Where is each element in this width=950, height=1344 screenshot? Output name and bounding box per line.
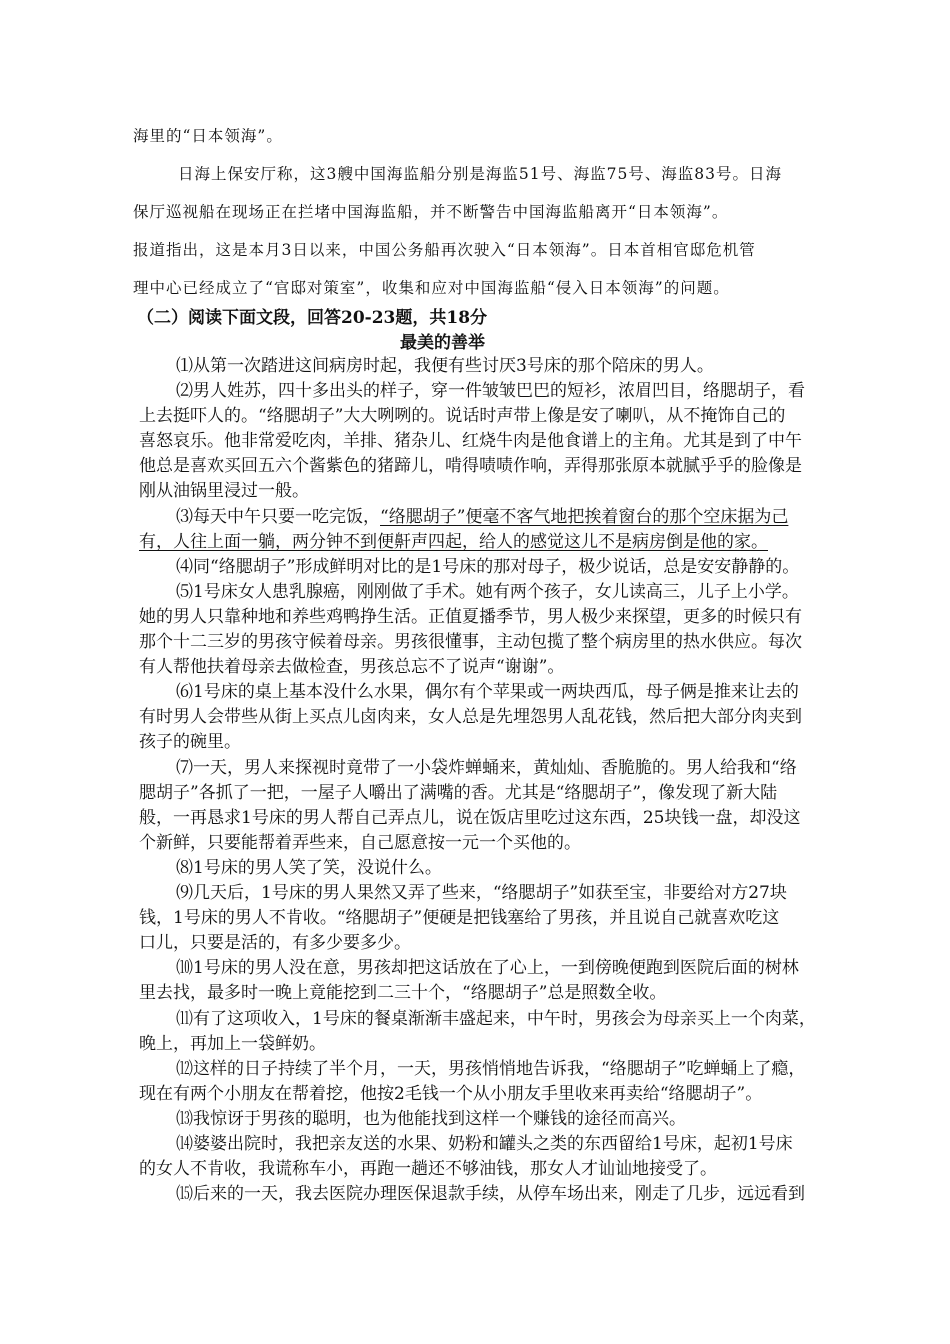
paragraph-10-line: 里去找，最多时一晚上竟能挖到二三十个，“络腮胡子”总是照数全收。: [139, 983, 667, 1003]
paragraph-11: ⑾有了这项收入，1号床的餐桌渐渐丰盛起来，中午时，男孩会为母亲买上一个肉菜，: [176, 1009, 816, 1029]
paragraph-15: ⒂后来的一天，我去医院办理医保退款手续，从停车场出来，刚走了几步，远远看到: [176, 1184, 805, 1204]
underlined-sentence: “络腮胡子”便毫不客气地把挨着窗台的那个空床据为己: [380, 507, 789, 527]
paragraph-10: ⑽1号床的男人没在意，男孩却把这话放在了心上，一到傍晚便跑到医院后面的树林: [176, 958, 799, 978]
paragraph-12: ⑿这样的日子持续了半个月，一天，男孩悄悄地告诉我，“络腮胡子”吃蝉蛹上了瘾，: [176, 1059, 806, 1079]
paragraph-5-line: 那个十二三岁的男孩守候着母亲。男孩很懂事，主动包揽了整个病房里的热水供应。每次: [139, 632, 802, 652]
paragraph-2-line: 上去挺吓人的。“络腮胡子”大大咧咧的。说话时声带上像是安了喇叭，从不掩饰自己的: [139, 406, 786, 426]
news-line: 报道指出，这是本月3日以来，中国公务船再次驶入“日本领海”。日本首相官邸危机管: [133, 241, 756, 259]
paragraph-5-line: 有人帮他扶着母亲去做检查，男孩总忘不了说声“谢谢”。: [139, 657, 565, 677]
news-line: 海里的“日本领海”。: [133, 127, 283, 145]
paragraph-6-line: 孩子的碗里。: [139, 732, 241, 752]
paragraph-9: ⑼几天后，1号床的男人果然又弄了些来，“络腮胡子”如获至宝，非要给对方27块: [176, 883, 787, 903]
paragraph-2-line: 喜怒哀乐。他非常爱吃肉，羊排、猪杂儿、红烧牛肉是他食谱上的主角。尤其是到了中午: [139, 431, 802, 451]
paragraph-2-line: 刚从油锅里浸过一般。: [139, 481, 309, 501]
paragraph-2: ⑵男人姓苏，四十多出头的样子，穿一件皱皱巴巴的短衫，浓眉凹目，络腮胡子，看: [176, 381, 805, 401]
paragraph-9-line: 口儿，只要是活的，有多少要多少。: [139, 933, 411, 953]
paragraph-7-line: 腮胡子”各抓了一把，一屋子人嚼出了满嘴的香。尤其是“络腮胡子”，像发现了新大陆: [139, 783, 778, 803]
paragraph-13: ⒀我惊讶于男孩的聪明，也为他能找到这样一个赚钱的途径而高兴。: [176, 1109, 686, 1129]
paragraph-9-line: 钱，1号床的男人不肯收。“络腮胡子”便硬是把钱塞给了男孩，并且说自己就喜欢吃这: [139, 908, 780, 928]
paragraph-14: ⒁婆婆出院时，我把亲友送的水果、奶粉和罐头之类的东西留给1号床，起初1号床: [176, 1134, 793, 1154]
essay-title: 最美的善举: [400, 333, 485, 353]
paragraph-7-line: 般，一再恳求1号床的男人帮自己弄点儿，说在饭店里吃过这东西，25块钱一盘，却没这: [139, 808, 801, 828]
paragraph-7-line: 个新鲜，只要能帮着弄些来，自己愿意按一元一个买他的。: [139, 833, 581, 853]
paragraph-8: ⑻1号床的男人笑了笑，没说什么。: [176, 858, 442, 878]
news-line: 保厅巡视船在现场正在拦堵中国海监船，并不断警告中国海监船离开“日本领海”。: [133, 203, 729, 221]
paragraph-6-line: 有时男人会带些从街上买点儿卤肉来，女人总是先埋怨男人乱花钱，然后把大部分肉夹到: [139, 707, 802, 727]
section-heading: （二）阅读下面文段，回答20-23题，共18分: [137, 308, 488, 328]
news-line: 日海上保安厅称，这3艘中国海监船分别是海监51号、海监75号、海监83号。日海: [178, 165, 783, 183]
paragraph-3: [176, 505, 788, 529]
news-line: 理中心已经成立了“官邸对策室”，收集和应对中国海监船“侵入日本领海”的问题。: [133, 279, 730, 297]
paragraph-7: ⑺一天，男人来探视时竟带了一小袋炸蝉蛹来，黄灿灿、香脆脆的。男人给我和“络: [176, 758, 797, 778]
paragraph-12-line: 现在有两个小朋友在帮着挖，他按2毛钱一个从小朋友手里收来再卖给“络腮胡子”。: [139, 1084, 763, 1104]
paragraph-6: ⑹1号床的桌上基本没什么水果，偶尔有个苹果或一两块西瓜，母子俩是推来让去的: [176, 682, 799, 702]
paragraph-3-lead: ⑶每天中午只要一吃完饭，: [176, 507, 380, 527]
paragraph-14-line: 的女人不肯收，我谎称车小，再跑一趟还不够油钱，那女人才讪讪地接受了。: [139, 1159, 717, 1179]
paragraph-1: ⑴从第一次踏进这间病房时起，我便有些讨厌3号床的那个陪床的男人。: [176, 356, 714, 376]
paragraph-4: ⑷同“络腮胡子”形成鲜明对比的是1号床的那对母子，极少说话，总是安安静静的。: [176, 557, 800, 577]
paragraph-5-line: 她的男人只靠种地和养些鸡鸭挣生活。正值夏播季节，男人极少来探望，更多的时候只有: [139, 607, 802, 627]
paragraph-5: ⑸1号床女人患乳腺癌，刚刚做了手术。她有两个孩子，女儿读高三，儿子上小学。: [176, 582, 799, 602]
paragraph-2-line: 他总是喜欢买回五六个酱紫色的猪蹄儿，啃得啧啧作响，弄得那张原本就腻乎乎的脸像是: [139, 456, 802, 476]
underlined-sentence-line: 有，人往上面一躺，两分钟不到便鼾声四起，给人的感觉这儿不是病房倒是他的家。: [139, 532, 768, 552]
paragraph-11-line: 晚上，再加上一袋鲜奶。: [139, 1034, 326, 1054]
